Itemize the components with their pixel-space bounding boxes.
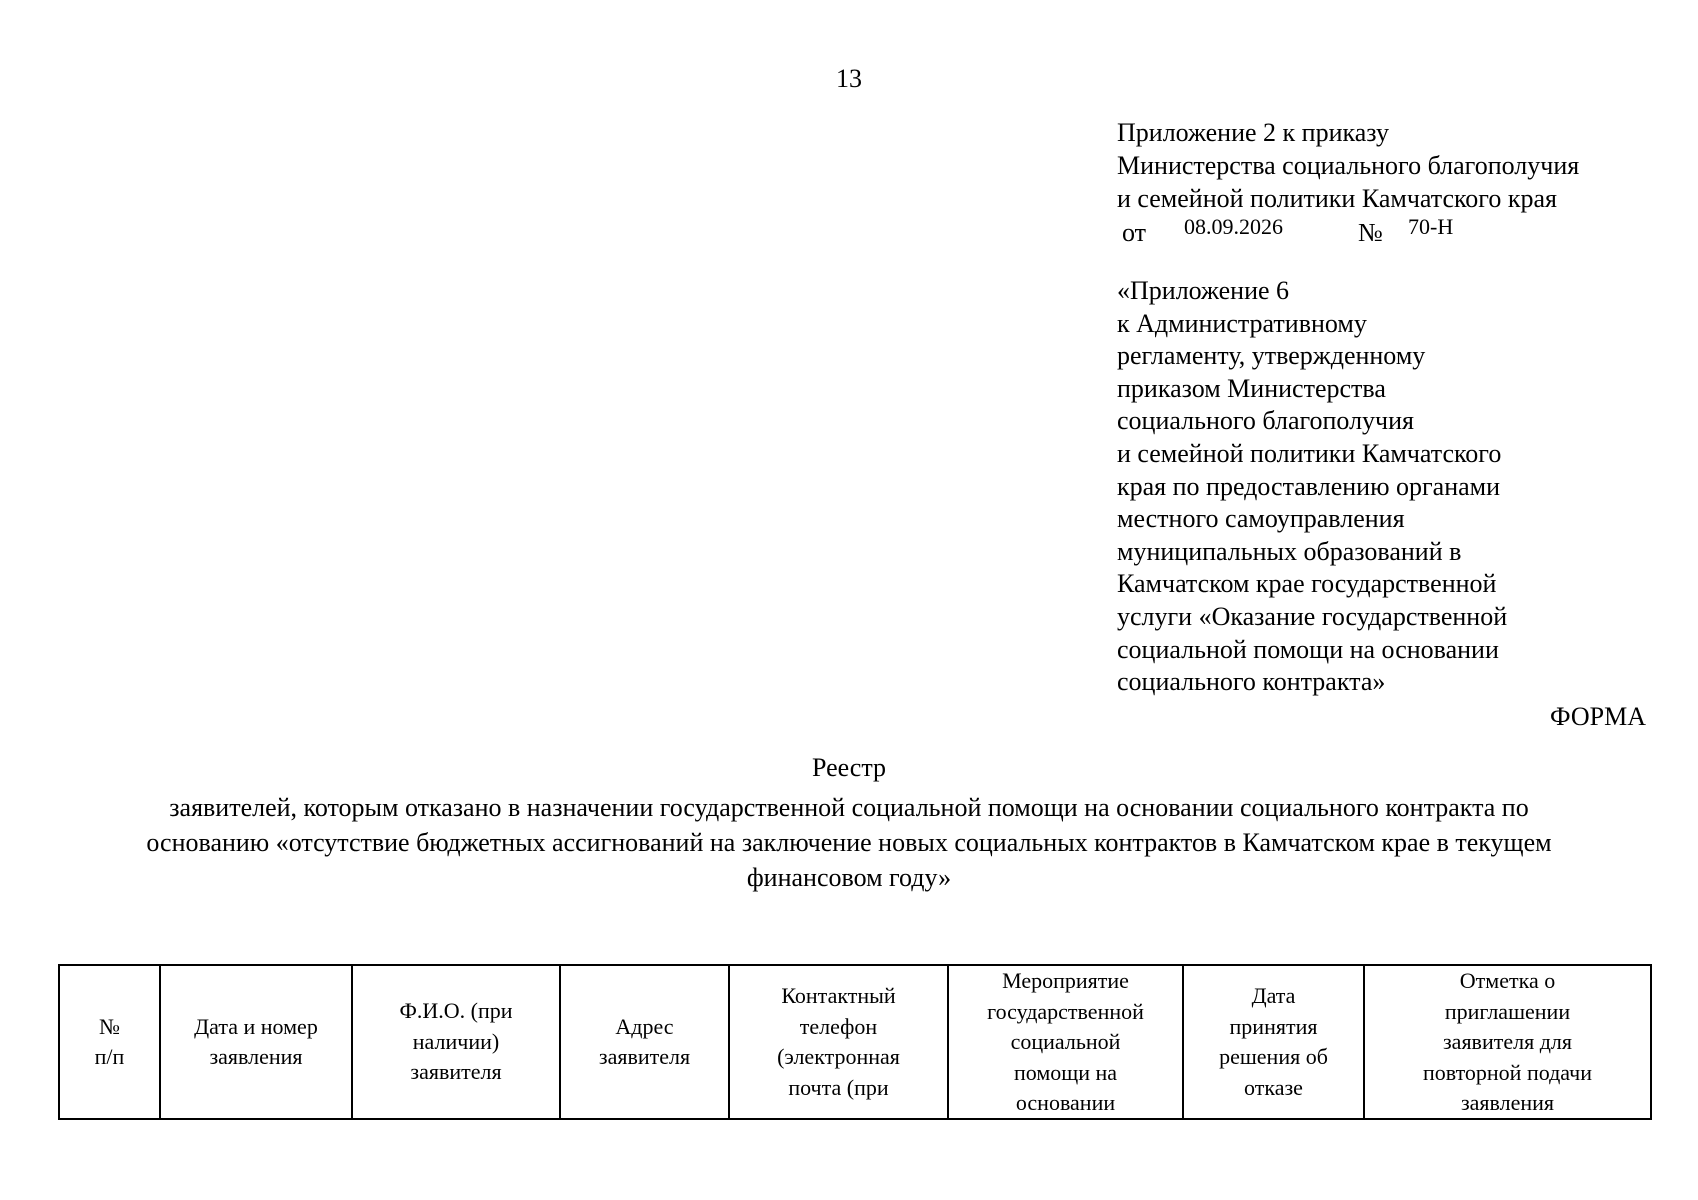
header-line: повторной подачи <box>1422 1059 1593 1085</box>
appendix-line: «Приложение 6 <box>1117 276 1290 305</box>
registry-subtitle <box>60 790 1638 895</box>
appendix-line: муниципальных образований в <box>1117 536 1462 566</box>
number-label: № <box>1358 218 1383 247</box>
header-line: помощи на <box>1013 1059 1118 1085</box>
appendix-line: края по предоставлению органами <box>1117 471 1501 501</box>
header-line: Дата <box>1251 983 1296 1008</box>
header-line: заявителя <box>410 1059 502 1085</box>
column-header-refusal-date <box>1183 965 1364 1119</box>
table-header-row <box>59 965 1651 1119</box>
approval-line: Министерства социального благополучия <box>1117 151 1580 180</box>
column-header-applicant-name <box>352 965 560 1119</box>
appendix-line: к Административному <box>1117 308 1367 338</box>
approval-number: 70-Н <box>1408 214 1454 239</box>
appendix-line: Камчатском крае государственной <box>1117 569 1497 599</box>
appendix-line: услуги «Оказание государственной <box>1117 601 1508 631</box>
registry-title: Реестр <box>811 753 887 782</box>
header-line: Адрес <box>615 1013 674 1039</box>
column-header-number <box>59 965 160 1119</box>
header-line: № <box>99 1013 120 1039</box>
header-line: заявления <box>209 1044 303 1069</box>
header-line: наличии) <box>412 1028 500 1054</box>
header-line: государственной <box>987 998 1144 1024</box>
column-header-contact <box>729 965 948 1119</box>
registry-subtitle-line: заявителей, которым отказано в назначении государственной социальной помощи на основании социального контракта по <box>169 793 1529 822</box>
header-line: Дата и номер <box>194 1013 318 1039</box>
header-line: почта (при <box>788 1074 889 1100</box>
approval-date: 08.09.2026 <box>1184 214 1283 239</box>
registry-subtitle-line: основанию «отсутствие бюджетных ассигнований на заключение новых социальных контрактов в Камчатском крае в текущем <box>146 828 1552 857</box>
approval-header <box>1117 116 1657 215</box>
form-label: ФОРМА <box>1550 702 1646 731</box>
column-header-address <box>560 965 729 1119</box>
approval-line: Приложение 2 к приказу <box>1117 118 1390 147</box>
header-line: п/п <box>94 1044 125 1069</box>
header-line: телефон <box>799 1013 878 1039</box>
appendix-line: социальной помощи на основании <box>1117 634 1499 664</box>
header-line: принятия <box>1229 1013 1318 1039</box>
column-header-invitation-mark <box>1364 965 1651 1119</box>
registry-subtitle-line: финансовом году» <box>746 863 952 892</box>
header-line: заявителя <box>598 1044 691 1069</box>
header-line: Отметка о <box>1459 968 1556 993</box>
header-line: приглашении <box>1444 998 1571 1024</box>
appendix-header <box>1117 275 1657 699</box>
appendix-line: и семейной политики Камчатского <box>1117 438 1502 468</box>
appendix-line: приказом Министерства <box>1117 373 1386 403</box>
header-line: заявителя для <box>1442 1029 1572 1054</box>
header-line: заявления <box>1460 1090 1555 1115</box>
appendix-line: местного самоуправления <box>1117 504 1405 534</box>
header-line: (электронная <box>777 1044 900 1069</box>
header-line: социальной <box>1010 1029 1121 1054</box>
column-header-application-date <box>160 965 352 1119</box>
ot-label: от <box>1122 218 1147 247</box>
header-line: отказе <box>1244 1074 1303 1100</box>
header-line: решения об <box>1219 1044 1328 1069</box>
appendix-line: регламенту, утвержденному <box>1117 341 1426 371</box>
header-line: Контактный <box>781 983 896 1008</box>
header-line: Ф.И.О. (при <box>399 998 513 1024</box>
registry-table <box>58 964 1652 1120</box>
appendix-line: социального контракта» <box>1117 667 1386 697</box>
header-line: основании <box>1015 1090 1116 1115</box>
appendix-line: социального благополучия <box>1117 406 1415 436</box>
header-line: Мероприятие <box>1002 968 1129 993</box>
column-header-measure <box>948 965 1183 1119</box>
page-number: 13 <box>836 64 862 93</box>
approval-line: и семейной политики Камчатского края <box>1117 184 1557 213</box>
